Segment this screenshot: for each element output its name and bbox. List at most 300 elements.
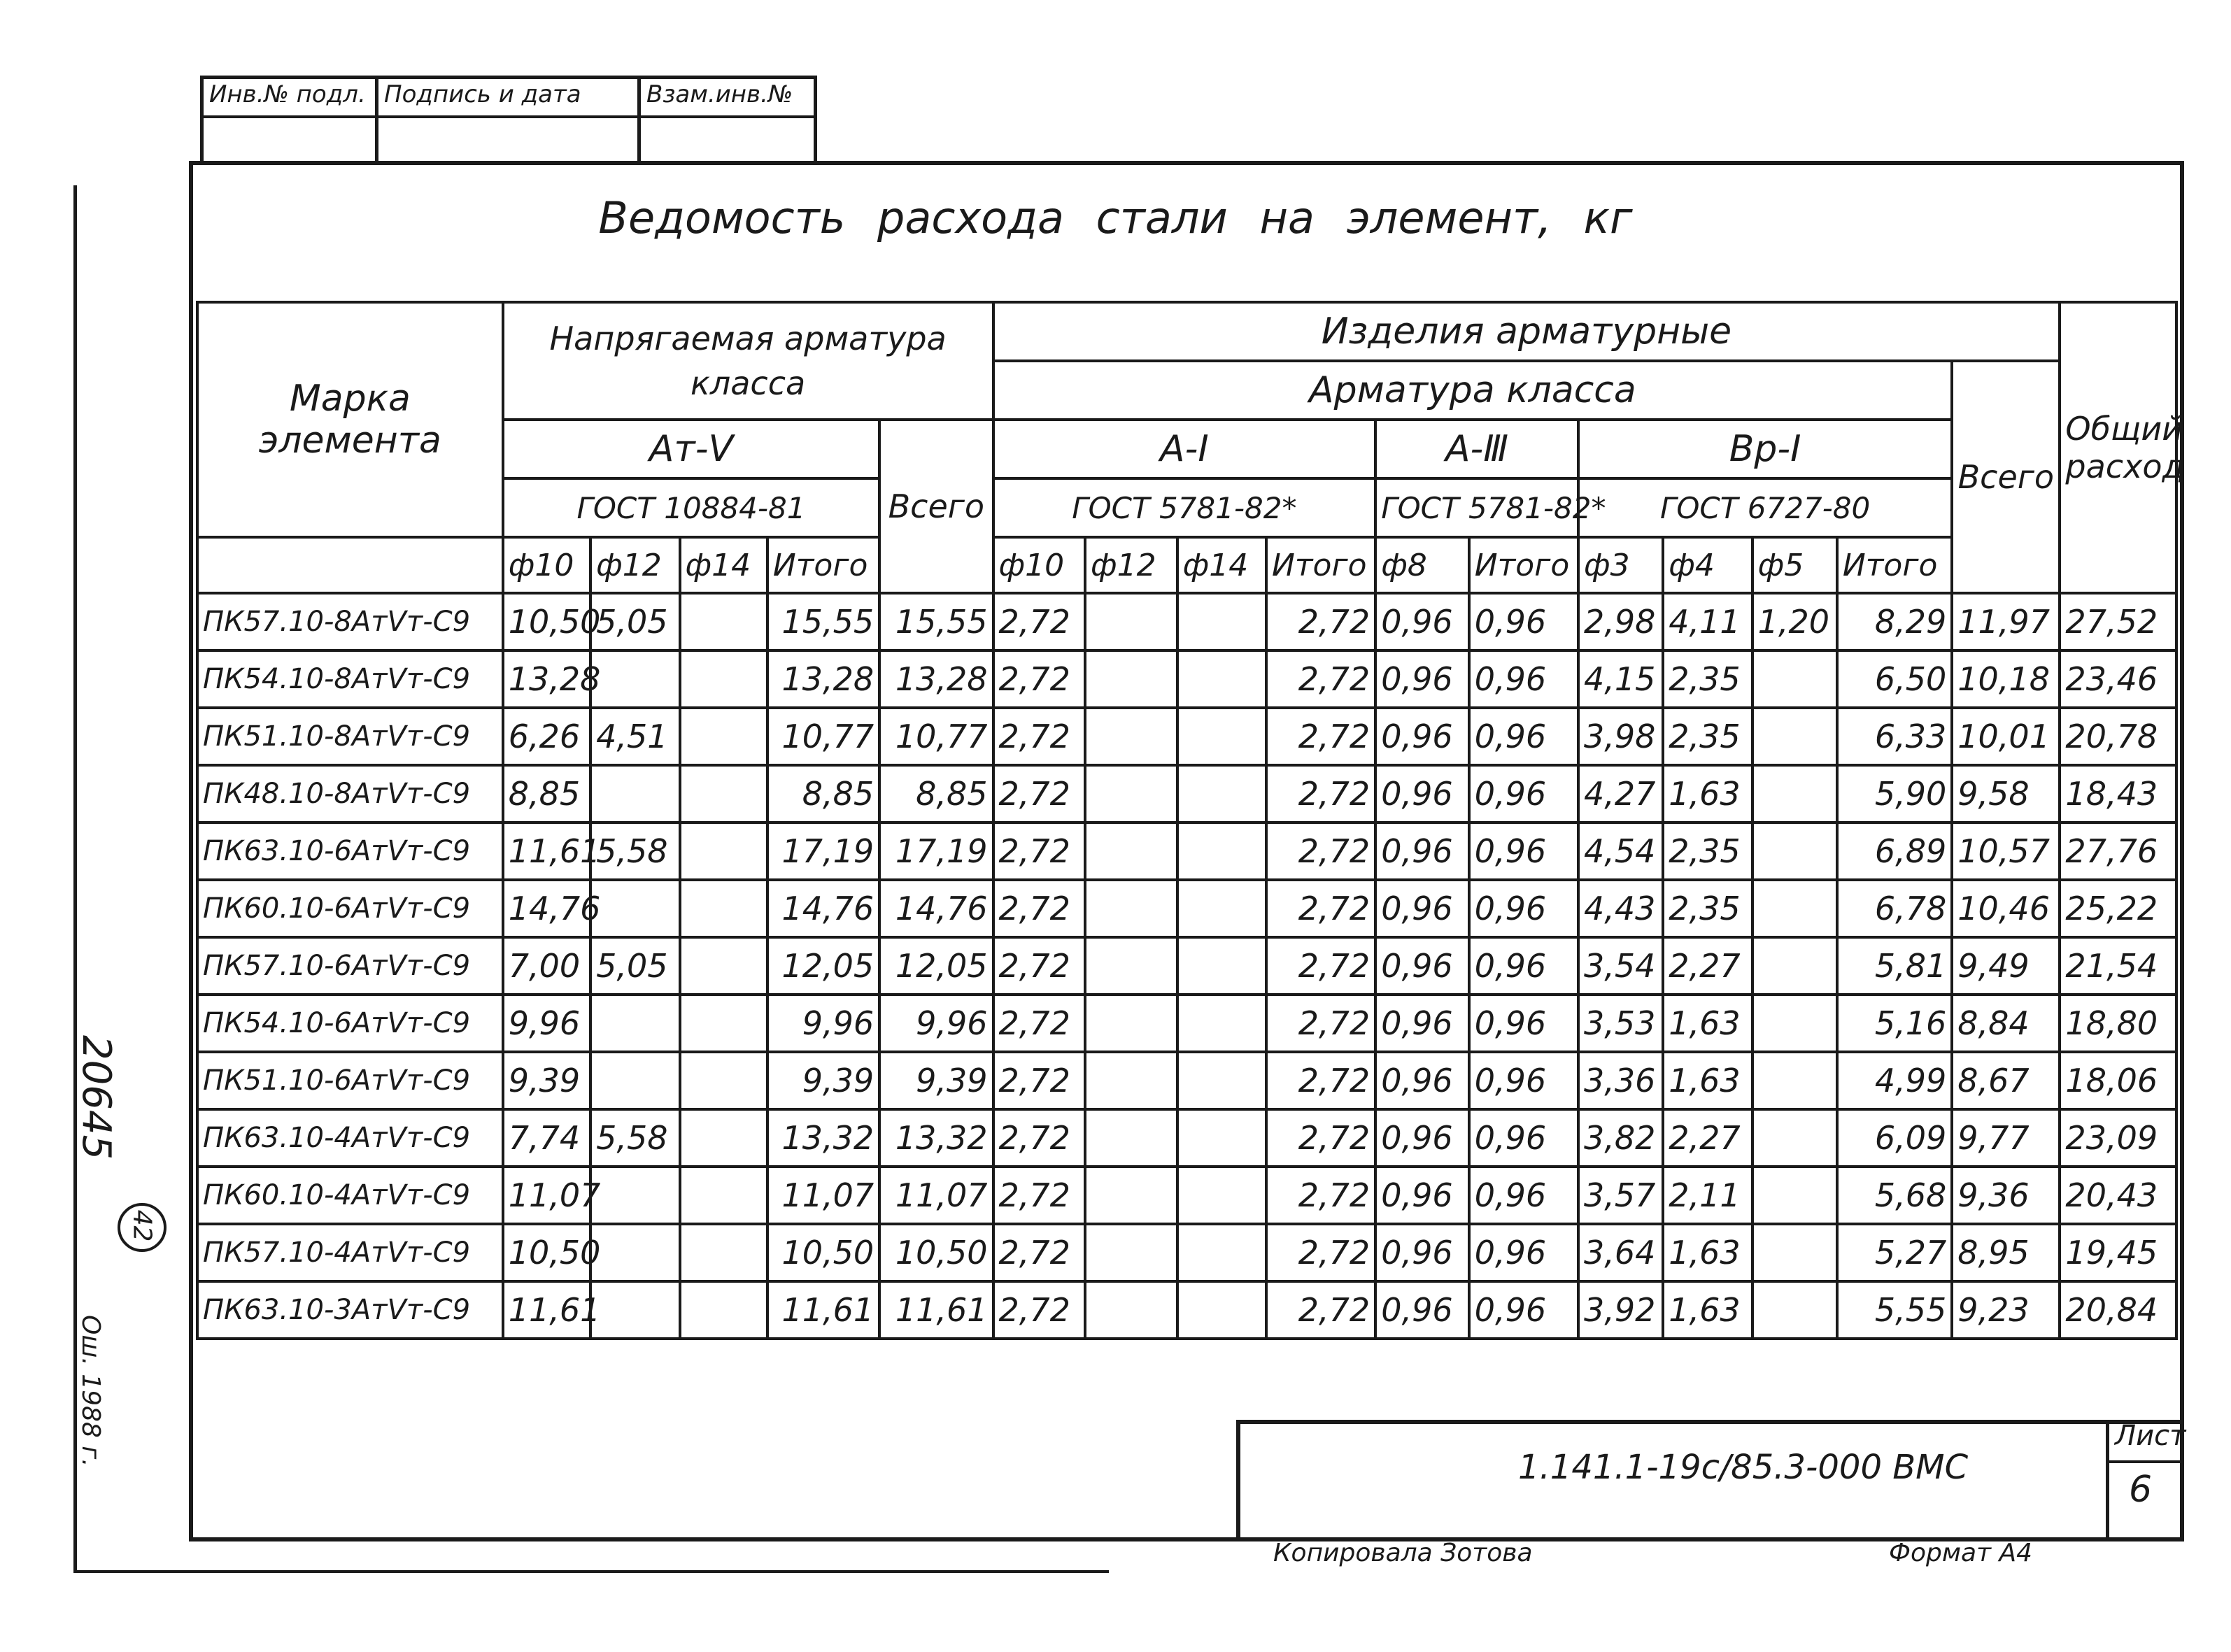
table-cell: 4,99 [1837, 1052, 1952, 1109]
table-cell [1085, 593, 1177, 650]
table-cell: 3,57 [1578, 1167, 1663, 1224]
table-cell: 8,85 [879, 765, 993, 823]
stamp-inv-no-label: Инв.№ подл. [209, 80, 366, 108]
table-cell [590, 1224, 679, 1281]
table-cell: 2,72 [993, 765, 1086, 823]
table-cell: 15,55 [879, 593, 993, 650]
table-cell: 0,96 [1375, 765, 1469, 823]
table-cell: 2,35 [1663, 823, 1752, 880]
table-cell: 2,72 [1266, 1224, 1375, 1281]
table-cell: 1,63 [1663, 1224, 1752, 1281]
table-cell [680, 708, 767, 765]
table-cell: 2,72 [993, 823, 1086, 880]
col-header-gost-10884: ГОСТ 10884-81 [503, 478, 879, 537]
table-cell: 18,80 [2060, 995, 2176, 1052]
table-cell: 23,09 [2060, 1109, 2176, 1167]
table-cell [1177, 1281, 1266, 1339]
table-cell: 0,96 [1469, 1052, 1578, 1109]
table-cell: 0,96 [1375, 937, 1469, 995]
col-header-a14: ф14 [1177, 537, 1266, 593]
table-cell: 13,28 [503, 650, 590, 708]
table-cell [1752, 650, 1837, 708]
element-mark-cell: ПК57.10-8АтⅤт-С9 [197, 593, 503, 650]
table-cell: 12,05 [879, 937, 993, 995]
table-cell: 9,77 [1952, 1109, 2060, 1167]
stamp-replace-inv-label: Взам.инв.№ [646, 80, 793, 108]
table-cell: 0,96 [1375, 1167, 1469, 1224]
table-cell: 2,72 [993, 650, 1086, 708]
table-cell: 10,50 [879, 1224, 993, 1281]
circle-stamp [118, 1203, 167, 1252]
element-mark-cell: ПК48.10-8АтⅤт-С9 [197, 765, 503, 823]
table-cell: 0,96 [1375, 1109, 1469, 1167]
col-header-overall: Общий расход [2060, 302, 2176, 593]
col-header-products: Изделия арматурные [993, 302, 2060, 361]
col-header-total-prestressed: Всего [879, 420, 993, 593]
table-cell: 6,78 [1837, 880, 1952, 937]
table-cell [1752, 995, 1837, 1052]
table-row [197, 937, 2176, 995]
table-cell: 18,06 [2060, 1052, 2176, 1109]
table-cell [590, 995, 679, 1052]
table-cell: 12,05 [767, 937, 879, 995]
table-cell [680, 765, 767, 823]
table-cell: 2,27 [1663, 1109, 1752, 1167]
table-cell: 3,98 [1578, 708, 1663, 765]
table-cell: 9,58 [1952, 765, 2060, 823]
table-cell: 2,72 [993, 880, 1086, 937]
table-cell: 1,63 [1663, 1052, 1752, 1109]
table-cell: 0,96 [1469, 708, 1578, 765]
col-header-a-iii: А-Ⅲ [1375, 420, 1578, 478]
table-cell: 11,07 [503, 1167, 590, 1224]
table-row [197, 823, 2176, 880]
table-cell: 3,36 [1578, 1052, 1663, 1109]
table-cell: 5,58 [590, 823, 679, 880]
col-header-p12: ф12 [590, 537, 679, 593]
col-header-mark: Марка элемента [197, 302, 503, 537]
table-row [197, 650, 2176, 708]
table-cell [1085, 880, 1177, 937]
table-cell: 0,96 [1469, 765, 1578, 823]
col-header-b-itogo: Итого [1469, 537, 1578, 593]
table-cell: 3,92 [1578, 1281, 1663, 1339]
table-cell [590, 1281, 679, 1339]
table-cell [1752, 708, 1837, 765]
sheet-divider [2109, 1460, 2184, 1463]
table-cell: 2,72 [993, 995, 1086, 1052]
table-cell: 2,35 [1663, 708, 1752, 765]
table-cell: 4,51 [590, 708, 679, 765]
table-cell: 8,67 [1952, 1052, 2060, 1109]
table-cell: 0,96 [1375, 1052, 1469, 1109]
table-cell: 5,27 [1837, 1224, 1952, 1281]
table-cell: 11,07 [879, 1167, 993, 1224]
table-row [197, 593, 2176, 650]
element-mark-cell: ПК60.10-6АтⅤт-С9 [197, 880, 503, 937]
table-cell [1085, 1281, 1177, 1339]
table-cell: 2,72 [993, 1052, 1086, 1109]
stamp-cell-inv-no [204, 79, 378, 165]
table-cell: 8,85 [503, 765, 590, 823]
col-header-c5: ф5 [1752, 537, 1837, 593]
table-cell: 0,96 [1469, 823, 1578, 880]
table-cell [680, 880, 767, 937]
stamp-divider [204, 115, 814, 118]
table-cell: 4,27 [1578, 765, 1663, 823]
table-cell: 10,46 [1952, 880, 2060, 937]
table-cell: 9,96 [503, 995, 590, 1052]
col-header-c4: ф4 [1663, 537, 1752, 593]
table-cell: 2,72 [993, 1281, 1086, 1339]
table-cell [1085, 1167, 1177, 1224]
table-cell [590, 765, 679, 823]
table-row [197, 1224, 2176, 1281]
table-cell: 13,28 [879, 650, 993, 708]
stamp-cell-replace-inv [641, 79, 821, 165]
col-header-p-itogo: Итого [767, 537, 879, 593]
table-cell: 6,09 [1837, 1109, 1952, 1167]
table-cell: 0,96 [1375, 823, 1469, 880]
table-cell: 0,96 [1469, 1167, 1578, 1224]
circle-number: 42 [127, 1209, 157, 1242]
table-cell: 0,96 [1469, 650, 1578, 708]
table-cell: 2,72 [1266, 765, 1375, 823]
table-cell: 13,32 [879, 1109, 993, 1167]
table-cell: 4,43 [1578, 880, 1663, 937]
table-cell: 10,77 [879, 708, 993, 765]
table-cell: 8,29 [1837, 593, 1952, 650]
table-cell: 4,15 [1578, 650, 1663, 708]
table-cell [1177, 880, 1266, 937]
table-cell: 11,61 [503, 1281, 590, 1339]
table-cell: 0,96 [1375, 1281, 1469, 1339]
col-header-mark-spacer [197, 537, 503, 593]
col-header-p10: ф10 [503, 537, 590, 593]
element-mark-cell: ПК63.10-3АтⅤт-С9 [197, 1281, 503, 1339]
table-cell [1752, 937, 1837, 995]
col-header-bp-i: Вр-Ⅰ [1578, 420, 1952, 478]
table-cell: 9,23 [1952, 1281, 2060, 1339]
table-cell [680, 1109, 767, 1167]
table-cell: 3,82 [1578, 1109, 1663, 1167]
element-mark-cell: ПК51.10-8АтⅤт-С9 [197, 708, 503, 765]
table-cell: 0,96 [1375, 708, 1469, 765]
table-cell [680, 1224, 767, 1281]
table-cell: 2,72 [993, 937, 1086, 995]
table-cell: 11,61 [503, 823, 590, 880]
table-cell: 10,57 [1952, 823, 2060, 880]
table-cell: 0,96 [1469, 937, 1578, 995]
table-cell: 4,54 [1578, 823, 1663, 880]
table-cell [1752, 1224, 1837, 1281]
table-cell [1752, 1109, 1837, 1167]
table-cell: 5,05 [590, 593, 679, 650]
col-header-a-itogo: Итого [1266, 537, 1375, 593]
table-cell: 7,00 [503, 937, 590, 995]
table-cell: 27,76 [2060, 823, 2176, 880]
col-header-gost-6727: ГОСТ 6727-80 [1578, 478, 1952, 537]
table-cell: 2,72 [1266, 823, 1375, 880]
element-mark-cell: ПК54.10-8АтⅤт-С9 [197, 650, 503, 708]
table-cell: 5,16 [1837, 995, 1952, 1052]
table-cell: 2,72 [1266, 708, 1375, 765]
table-cell: 8,95 [1952, 1224, 2060, 1281]
table-body [197, 593, 2176, 1339]
table-cell: 0,96 [1375, 650, 1469, 708]
table-cell: 1,63 [1663, 995, 1752, 1052]
table-cell: 20,78 [2060, 708, 2176, 765]
table-cell [1752, 1281, 1837, 1339]
table-cell [1177, 708, 1266, 765]
table-cell: 2,35 [1663, 880, 1752, 937]
table-cell [680, 1167, 767, 1224]
element-mark-cell: ПК57.10-6АтⅤт-С9 [197, 937, 503, 995]
col-header-gost-5781-b: ГОСТ 5781-82* [1375, 478, 1578, 537]
element-mark-cell: ПК51.10-6АтⅤт-С9 [197, 1052, 503, 1109]
table-cell: 3,54 [1578, 937, 1663, 995]
table-cell [1177, 1109, 1266, 1167]
table-cell: 17,19 [879, 823, 993, 880]
table-cell [680, 650, 767, 708]
table-cell: 9,96 [767, 995, 879, 1052]
table-cell: 1,63 [1663, 765, 1752, 823]
table-cell [1085, 1109, 1177, 1167]
col-header-c3: ф3 [1578, 537, 1663, 593]
table-cell: 2,35 [1663, 650, 1752, 708]
table-cell: 19,45 [2060, 1224, 2176, 1281]
col-header-c-itogo: Итого [1837, 537, 1952, 593]
table-cell: 10,77 [767, 708, 879, 765]
table-cell: 15,55 [767, 593, 879, 650]
table-row [197, 880, 2176, 937]
table-cell [1085, 708, 1177, 765]
table-cell [1177, 1052, 1266, 1109]
element-mark-cell: ПК54.10-6АтⅤт-С9 [197, 995, 503, 1052]
table-cell: 2,72 [993, 1109, 1086, 1167]
table-cell [1177, 823, 1266, 880]
table-cell [1085, 650, 1177, 708]
table-row [197, 1052, 2176, 1109]
margin-bottom-line [73, 1570, 1109, 1573]
table-cell [1085, 937, 1177, 995]
table-cell [1752, 1167, 1837, 1224]
table-cell [680, 593, 767, 650]
table-cell [1752, 1052, 1837, 1109]
table-cell: 5,55 [1837, 1281, 1952, 1339]
table-cell: 20,43 [2060, 1167, 2176, 1224]
table-cell: 9,39 [767, 1052, 879, 1109]
table-cell: 1,20 [1752, 593, 1837, 650]
inventory-number: 20645 [73, 1035, 119, 1160]
table-cell: 11,61 [879, 1281, 993, 1339]
table-cell [1177, 765, 1266, 823]
table-cell [1177, 995, 1266, 1052]
table-cell: 2,72 [993, 708, 1086, 765]
table-cell: 25,22 [2060, 880, 2176, 937]
document-number: 1.141.1-19с/85.3-000 ВМС [1518, 1448, 1969, 1487]
table-cell [1752, 823, 1837, 880]
table-row [197, 1281, 2176, 1339]
table-cell: 6,50 [1837, 650, 1952, 708]
table-cell: 2,98 [1578, 593, 1663, 650]
table-row [197, 765, 2176, 823]
copied-by: Копировала Зотова [1273, 1539, 1533, 1567]
table-cell: 2,27 [1663, 937, 1752, 995]
table-cell [590, 1167, 679, 1224]
margin-signature: Ош. 1988 г. [76, 1315, 105, 1467]
table-cell [680, 1281, 767, 1339]
table-cell: 21,54 [2060, 937, 2176, 995]
table-cell: 2,72 [1266, 1109, 1375, 1167]
col-header-rebar-class: Арматура класса [993, 361, 1953, 420]
table-cell: 6,26 [503, 708, 590, 765]
table-cell: 2,72 [1266, 650, 1375, 708]
table-cell: 8,85 [767, 765, 879, 823]
table-cell: 10,50 [767, 1224, 879, 1281]
table-cell [1085, 1224, 1177, 1281]
table-cell [1177, 650, 1266, 708]
table-row [197, 708, 2176, 765]
table-cell: 20,84 [2060, 1281, 2176, 1339]
table-cell: 23,46 [2060, 650, 2176, 708]
table-cell: 2,11 [1663, 1167, 1752, 1224]
element-mark-cell: ПК63.10-4АтⅤт-С9 [197, 1109, 503, 1167]
col-header-at-v: Ат-Ⅴ [503, 420, 879, 478]
table-cell [1085, 765, 1177, 823]
element-mark-cell: ПК60.10-4АтⅤт-С9 [197, 1167, 503, 1224]
table-cell: 10,01 [1952, 708, 2060, 765]
table-cell [590, 650, 679, 708]
element-mark-cell: ПК57.10-4АтⅤт-С9 [197, 1224, 503, 1281]
table-cell: 27,52 [2060, 593, 2176, 650]
table-cell: 5,68 [1837, 1167, 1952, 1224]
sheet-box [2106, 1420, 2184, 1541]
paper-format: Формат А4 [1889, 1539, 2033, 1567]
table-cell: 2,72 [1266, 1167, 1375, 1224]
table-cell: 0,96 [1375, 880, 1469, 937]
sheet-number: 6 [2129, 1469, 2153, 1511]
col-header-a10: ф10 [993, 537, 1086, 593]
table-cell: 0,96 [1469, 995, 1578, 1052]
col-header-gost-5781-a: ГОСТ 5781-82* [993, 478, 1376, 537]
table-cell [1085, 1052, 1177, 1109]
table-cell [1752, 880, 1837, 937]
table-cell: 9,36 [1952, 1167, 2060, 1224]
table-cell: 0,96 [1469, 1281, 1578, 1339]
table-cell [1177, 937, 1266, 995]
table-cell: 0,96 [1469, 880, 1578, 937]
table-cell: 0,96 [1469, 593, 1578, 650]
table-cell [680, 995, 767, 1052]
element-mark-cell: ПК63.10-6АтⅤт-С9 [197, 823, 503, 880]
table-cell: 2,72 [1266, 1281, 1375, 1339]
col-header-p14: ф14 [680, 537, 767, 593]
table-cell [680, 823, 767, 880]
steel-consumption-table [196, 301, 2185, 1340]
table-cell: 5,05 [590, 937, 679, 995]
table-cell [1085, 995, 1177, 1052]
table-cell: 3,53 [1578, 995, 1663, 1052]
table-cell [1177, 1224, 1266, 1281]
table-cell: 2,72 [993, 1224, 1086, 1281]
table-cell [680, 937, 767, 995]
stamp-cell-sign-date [378, 79, 641, 165]
table-cell: 8,84 [1952, 995, 2060, 1052]
table-cell: 11,61 [767, 1281, 879, 1339]
table-cell [680, 1052, 767, 1109]
table-cell: 4,11 [1663, 593, 1752, 650]
table-cell [590, 880, 679, 937]
table-cell: 0,96 [1469, 1224, 1578, 1281]
table-cell: 1,63 [1663, 1281, 1752, 1339]
table-cell: 17,19 [767, 823, 879, 880]
table-cell: 10,18 [1952, 650, 2060, 708]
table-cell: 2,72 [993, 593, 1086, 650]
table-cell: 11,97 [1952, 593, 2060, 650]
table-cell: 14,76 [767, 880, 879, 937]
table-cell: 14,76 [503, 880, 590, 937]
table-cell: 10,50 [503, 593, 590, 650]
table-cell: 6,89 [1837, 823, 1952, 880]
table-cell [590, 1052, 679, 1109]
table-cell: 0,96 [1469, 1109, 1578, 1167]
sheet-label: Лист [2115, 1420, 2186, 1452]
table-cell: 0,96 [1375, 1224, 1469, 1281]
stamp-sign-date-label: Подпись и дата [384, 80, 581, 108]
table-row [197, 1167, 2176, 1224]
table-cell: 14,76 [879, 880, 993, 937]
table-cell: 9,96 [879, 995, 993, 1052]
table-cell: 5,90 [1837, 765, 1952, 823]
table-row [197, 1109, 2176, 1167]
table-cell: 9,39 [879, 1052, 993, 1109]
table-cell: 2,72 [1266, 593, 1375, 650]
table-cell: 2,72 [1266, 1052, 1375, 1109]
table-cell: 9,49 [1952, 937, 2060, 995]
table-cell: 0,96 [1375, 995, 1469, 1052]
table-cell [1752, 765, 1837, 823]
col-header-a-i: А-Ⅰ [993, 420, 1376, 478]
table-cell: 10,50 [503, 1224, 590, 1281]
table-cell [1177, 593, 1266, 650]
table-cell: 2,72 [1266, 880, 1375, 937]
table-cell [1085, 823, 1177, 880]
table-cell: 5,58 [590, 1109, 679, 1167]
table-cell: 13,28 [767, 650, 879, 708]
table-cell: 6,33 [1837, 708, 1952, 765]
col-header-b8: ф8 [1375, 537, 1469, 593]
table-row [197, 995, 2176, 1052]
table-cell: 11,07 [767, 1167, 879, 1224]
col-header-prestressed: Напрягаемая арматура класса [503, 302, 993, 420]
col-header-a12: ф12 [1085, 537, 1177, 593]
table-cell: 2,72 [993, 1167, 1086, 1224]
page-title: Ведомость расхода стали на элемент, кг [598, 192, 1633, 243]
table-cell: 18,43 [2060, 765, 2176, 823]
col-header-total-products: Всего [1952, 361, 2060, 593]
table-cell: 5,81 [1837, 937, 1952, 995]
table-cell: 2,72 [1266, 937, 1375, 995]
table-cell: 13,32 [767, 1109, 879, 1167]
approval-stamp [200, 76, 817, 165]
table-cell: 9,39 [503, 1052, 590, 1109]
table-cell: 7,74 [503, 1109, 590, 1167]
table-cell: 0,96 [1375, 593, 1469, 650]
table-cell: 3,64 [1578, 1224, 1663, 1281]
table-cell: 2,72 [1266, 995, 1375, 1052]
table-cell [1177, 1167, 1266, 1224]
